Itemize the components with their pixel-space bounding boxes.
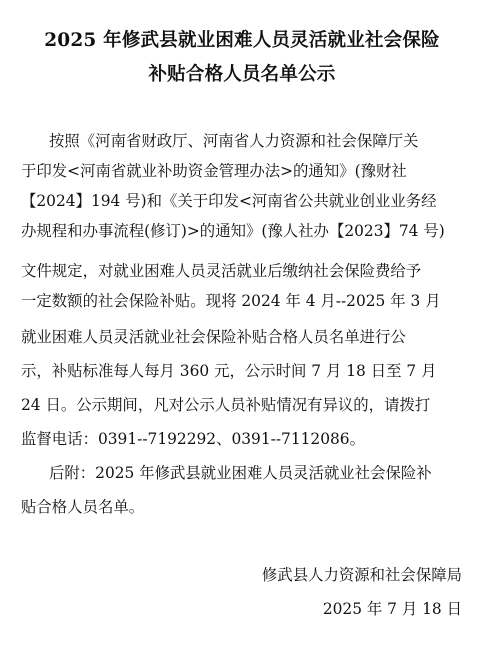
document-title-line-1: 2025 年修武县就业困难人员灵活就业社会保险 <box>44 30 440 51</box>
document-title-line-2: 补贴合格人员名单公示 <box>148 64 336 85</box>
body-line-5: 文件规定，对就业困难人员灵活就业后缴纳社会保险费给予 <box>21 262 422 280</box>
body-line-7: 就业困难人员灵活就业社会保险补贴合格人员名单进行公 <box>21 328 406 346</box>
body-line-4: 办规程和办事流程(修订)>的通知》(豫人社办【2023】74 号) <box>21 222 445 240</box>
body-line-2: 于印发<河南省就业补助资金管理办法>的通知》(豫财社 <box>21 162 407 180</box>
body-line-3: 【2024】194 号)和《关于印发<河南省公共就业创业业务经 <box>21 192 437 210</box>
issue-date: 2025 年 7 月 18 日 <box>322 600 462 618</box>
issuer-name: 修武县人力资源和社会保障局 <box>261 566 462 584</box>
body-line-6: 一定数额的社会保险补贴。现将 2024 年 4 月--2025 年 3 月 <box>21 292 441 310</box>
body-line-1: 按照《河南省财政厅、河南省人力资源和社会保障厅关 <box>49 132 419 150</box>
body-line-8: 示，补贴标准每人每月 360 元，公示时间 7 月 18 日至 7 月 <box>21 362 437 380</box>
attachment-line-2: 贴合格人员名单。 <box>21 498 145 516</box>
body-line-10: 监督电话：0391--7192292、0391--7112086。 <box>21 430 365 448</box>
body-line-9: 24 日。公示期间，凡对公示人员补贴情况有异议的，请拨打 <box>21 396 431 414</box>
attachment-line-1: 后附：2025 年修武县就业困难人员灵活就业社会保险补 <box>49 464 432 482</box>
